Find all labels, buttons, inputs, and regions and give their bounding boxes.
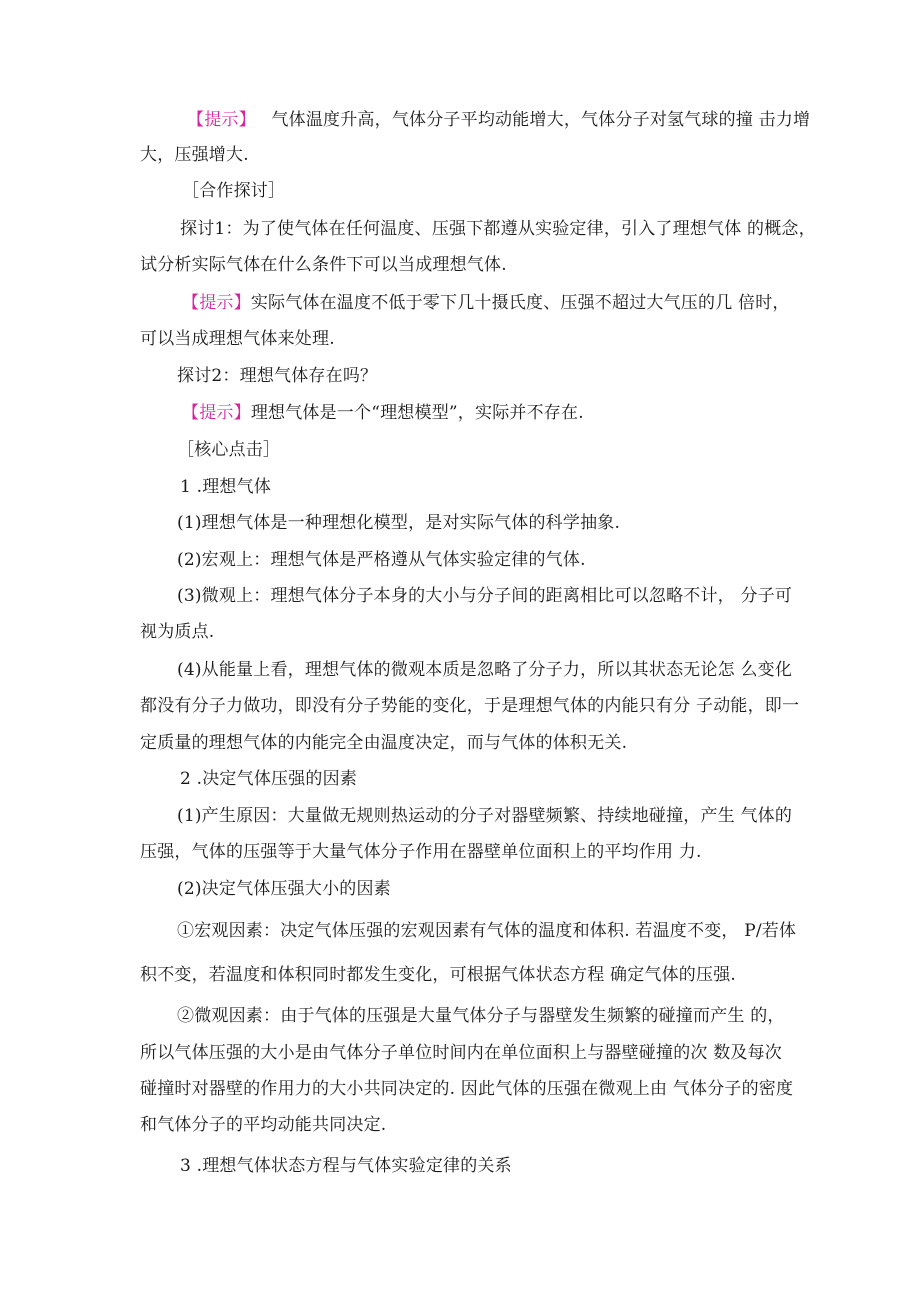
discussion-1-line-2: 试分析实际气体在什么条件下可以当成理想气体.: [140, 255, 507, 275]
hint-paragraph-2-line-2: 可以当成理想气体来处理.: [140, 329, 335, 349]
hint-text: 理想气体是一个“理想模型”，实际并不存在.: [250, 403, 584, 423]
micro-factor-line-3: 碰撞时对器壁的作用力的大小共同决定的. 因此气体的压强在微观上由 气体分子的密度: [140, 1079, 794, 1099]
section-heading-core: ［核心点击］: [177, 440, 281, 460]
hint-label: 【提示】: [182, 293, 251, 313]
micro-factor-line-2: 所以气体压强的大小是由气体分子单位时间内在单位面积上与器壁碰撞的次 数及每次: [140, 1043, 783, 1063]
discussion-1-line-1: 探讨1：为了使气体在任何温度、压强下都遵从实验定律，引入了理想气体 的概念，: [180, 219, 816, 239]
item-1-point-3-line-1: (3)微观上：理想气体分子本身的大小与分子间的距离相比可以忽略不计， 分子可: [177, 586, 793, 606]
discussion-2: 探讨2：理想气体存在吗？: [177, 366, 378, 386]
item-1-point-4-line-3: 定质量的理想气体的内能完全由温度决定，而与气体的体积无关.: [140, 733, 628, 753]
item-1-point-1: (1)理想气体是一种理想化模型，是对实际气体的科学抽象.: [177, 513, 621, 533]
hint-paragraph-3: [182, 401, 920, 425]
hint-text: 气体温度升高，气体分子平均动能增大，气体分子对氢气球的撞 击力增: [271, 110, 811, 130]
item-1-point-4-line-2: 都没有分子力做功，即没有分子势能的变化，于是理想气体的内能只有分 子动能，即一: [140, 696, 800, 716]
hint-label: 【提示】: [182, 403, 251, 423]
micro-factor-line-1: ②微观因素：由于气体的压强是大量气体分子与器壁发生频繁的碰撞而产生 的，: [177, 1006, 785, 1026]
item-2-point-1-line-2: 压强，气体的压强等于大量气体分子作用在器壁单位面积上的平均作用 力.: [140, 842, 702, 862]
section-heading-coop: ［合作探讨］: [182, 181, 286, 201]
item-1-title: 1 .理想气体: [180, 477, 272, 497]
micro-factor-line-4: 和气体分子的平均动能共同决定.: [140, 1115, 387, 1135]
item-1-point-3-line-2: 视为质点.: [140, 622, 215, 642]
hint-paragraph-2-line-1: [182, 291, 920, 315]
macro-factor-line-1: ①宏观因素：决定气体压强的宏观因素有气体的温度和体积. 若温度不变， P/若体: [177, 921, 797, 941]
item-1-point-4-line-1: (4)从能量上看，理想气体的微观本质是忽略了分子力，所以其状态无论怎 么变化: [177, 660, 793, 680]
hint-label: 【提示】: [187, 110, 256, 130]
item-1-point-2: (2)宏观上：理想气体是严格遵从气体实验定律的气体.: [177, 550, 586, 570]
item-2-point-2: (2)决定气体压强大小的因素: [177, 879, 391, 899]
item-3-title: 3 .理想气体状态方程与气体实验定律的关系: [180, 1156, 512, 1176]
macro-factor-line-2: 积不变，若温度和体积同时都发生变化，可根据气体状态方程 确定气体的压强.: [140, 965, 737, 985]
item-2-title: 2 .决定气体压强的因素: [180, 769, 358, 789]
hint-text: 实际气体在温度不低于零下几十摄氏度、压强不超过大气压的几 倍时，: [250, 293, 790, 313]
hint-paragraph-1-line-2: 大，压强增大.: [140, 145, 249, 165]
item-2-point-1-line-1: (1)产生原因：大量做无规则热运动的分子对器壁频繁、持续地碰撞，产生 气体的: [177, 806, 793, 826]
hint-paragraph-1-line-1: [187, 108, 920, 132]
